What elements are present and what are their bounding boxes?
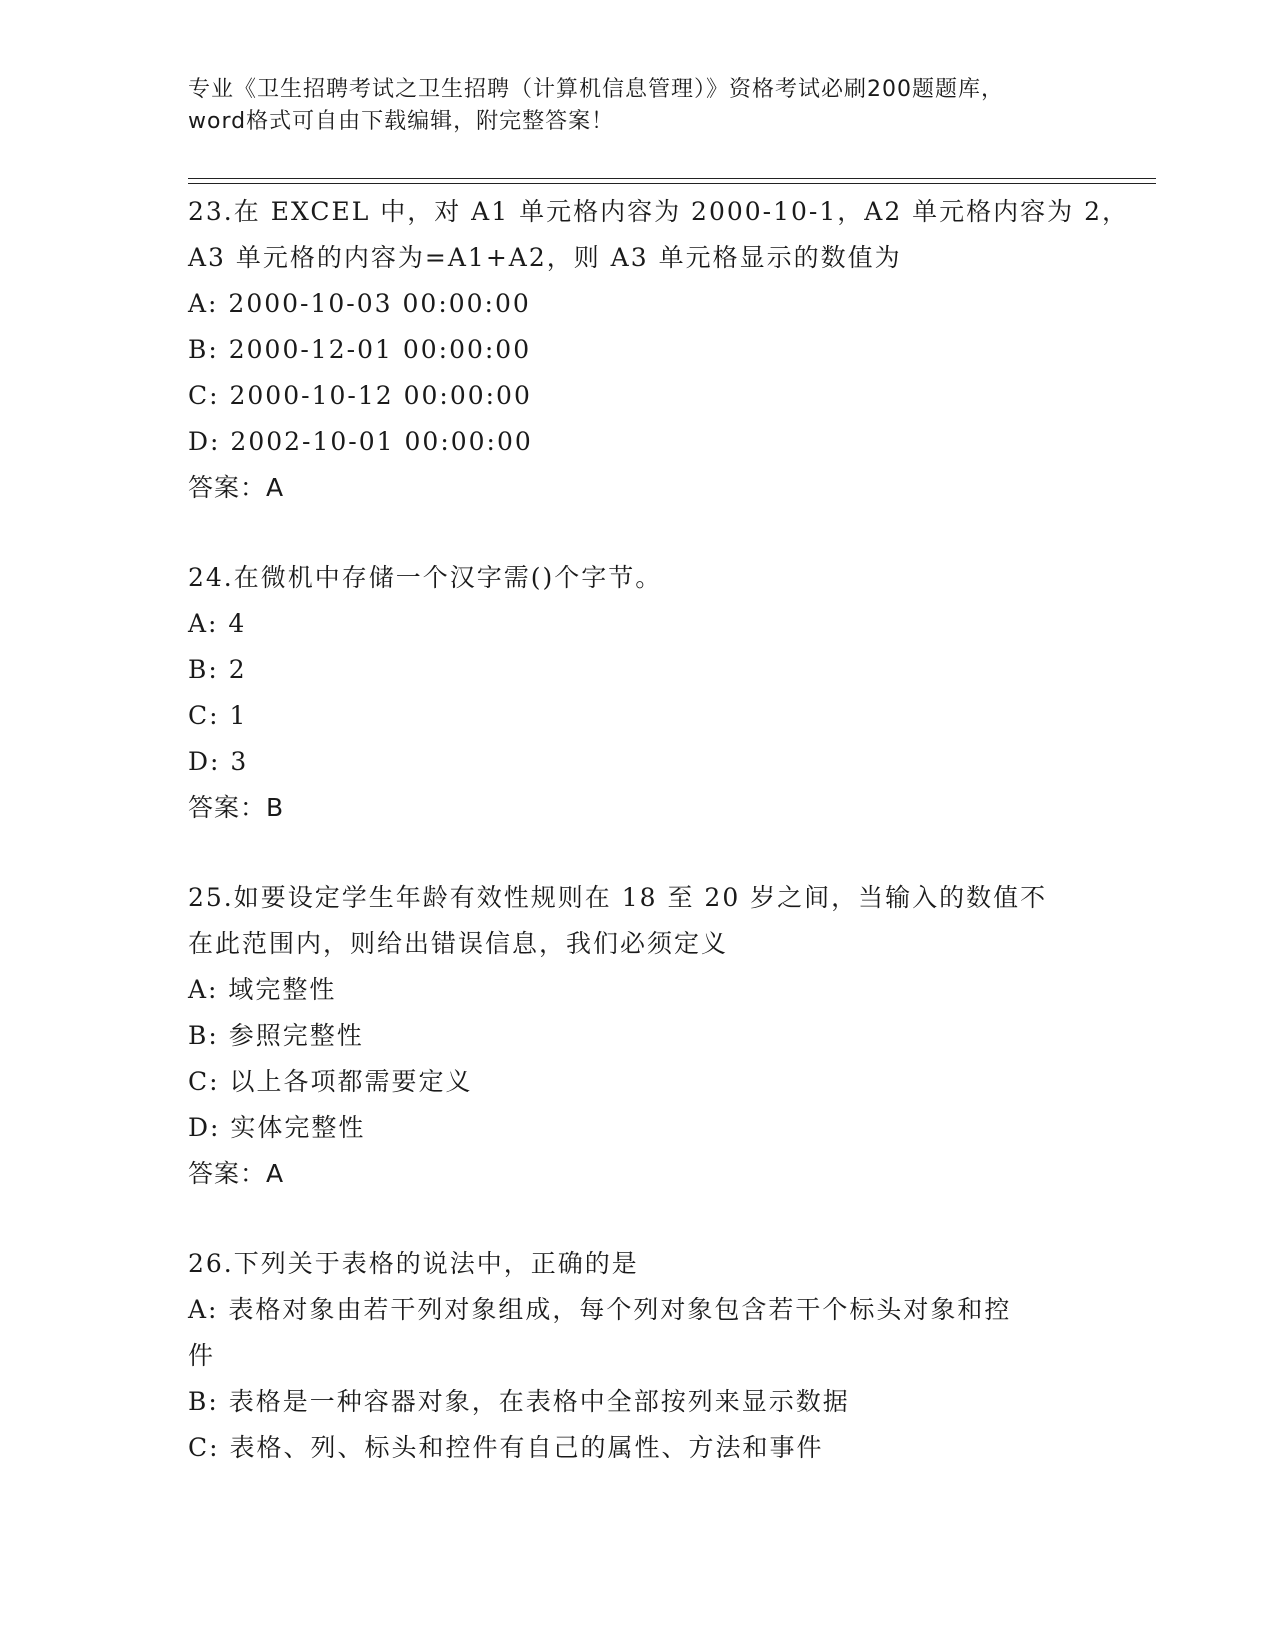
header-rule-bottom <box>188 183 1156 184</box>
option-b: B: 2 <box>188 655 247 684</box>
option-a-continued: 件 <box>188 1341 216 1370</box>
option-a: A: 4 <box>188 609 247 638</box>
option-b: B: 2000-12-01 00:00:00 <box>188 335 532 364</box>
option-a: A: 域完整性 <box>188 975 337 1004</box>
question-block <box>188 189 1130 511</box>
question-block <box>188 875 1088 1197</box>
question-text: 23.在 EXCEL 中，对 A1 单元格内容为 2000-10-1，A2 单元格内容为 2， <box>188 197 1130 226</box>
option-d: D: 3 <box>188 747 249 776</box>
question-text: 25.如要设定学生年龄有效性规则在 18 至 20 岁之间，当输入的数值不 <box>188 883 1048 912</box>
option-a: A: 表格对象由若干列对象组成，每个列对象包含若干个标头对象和控 <box>188 1295 1012 1324</box>
document-header <box>188 74 1088 138</box>
answer-line: 答案：B <box>188 793 285 822</box>
option-b: B: 表格是一种容器对象，在表格中全部按列来显示数据 <box>188 1387 850 1416</box>
answer-line: 答案：A <box>188 473 285 502</box>
question-list <box>188 189 1130 1471</box>
header-rule-top <box>188 178 1156 179</box>
option-c: C: 1 <box>188 701 248 730</box>
option-d: D: 2002-10-01 00:00:00 <box>188 427 533 456</box>
option-b: B: 参照完整性 <box>188 1021 364 1050</box>
question-text: 26.下列关于表格的说法中，正确的是 <box>188 1249 639 1278</box>
question-text: A3 单元格的内容为=A1+A2，则 A3 单元格显示的数值为 <box>188 243 902 272</box>
option-d: D: 实体完整性 <box>188 1113 366 1142</box>
question-block <box>188 1241 1088 1471</box>
option-c: C: 2000-10-12 00:00:00 <box>188 381 532 410</box>
option-a: A: 2000-10-03 00:00:00 <box>188 289 531 318</box>
option-c: C: 表格、列、标头和控件有自己的属性、方法和事件 <box>188 1433 824 1462</box>
question-block <box>188 555 1088 831</box>
question-text: 在此范围内，则给出错误信息，我们必须定义 <box>188 929 729 958</box>
answer-line: 答案：A <box>188 1159 285 1188</box>
header-line-1: 专业《卫生招聘考试之卫生招聘（计算机信息管理）》资格考试必刷200题题库， <box>188 77 1004 102</box>
question-text: 24.在微机中存储一个汉字需()个字节。 <box>188 563 663 592</box>
header-line-2: word格式可自由下载编辑，附完整答案！ <box>188 109 615 134</box>
option-c: C: 以上各项都需要定义 <box>188 1067 473 1096</box>
